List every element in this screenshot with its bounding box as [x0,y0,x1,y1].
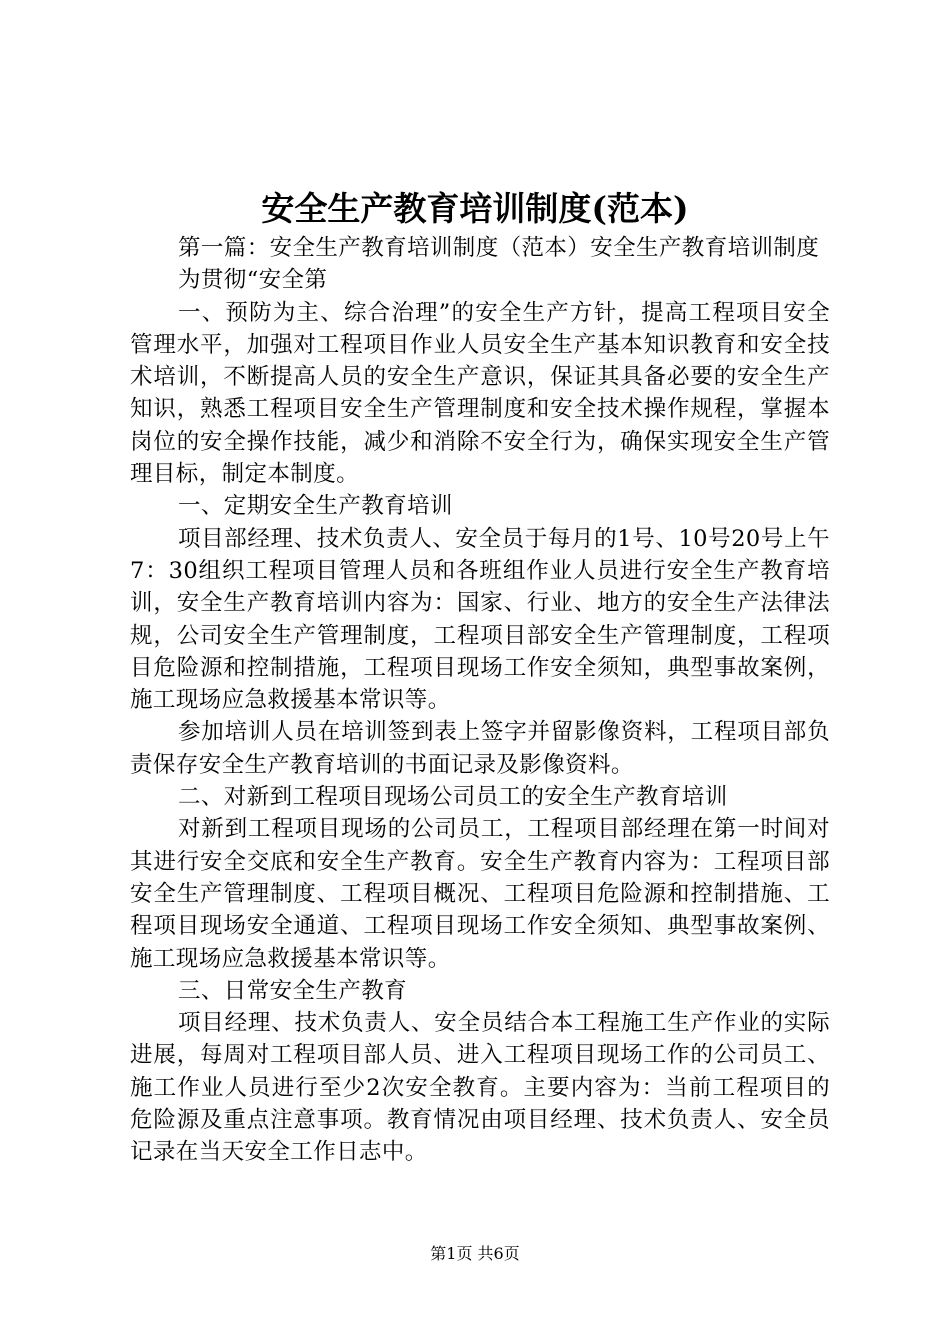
paragraph-regular-training: 项目部经理、技术负责人、安全员于每月的1号、10号20号上午7：30组织工程项目管理人员和各班组作业人员进行安全生产教育培训，安全生产教育培训内容为：国家、行业、地方的安全生产法律法规，公司安全生产管理制度，工程项目部安全生产管理制度，工程项目危险源和控制措施，工程项目现场工作安全须知，典型事故案例，施工现场应急救援基本常识等。 [130,525,830,714]
paragraph-daily-education: 项目经理、技术负责人、安全员结合本工程施工生产作业的实际进展，每周对工程项目部人员、进入工程项目现场工作的公司员工、施工作业人员进行至少2次安全教育。主要内容为：当前工程项目的危险源及重点注意事项。教育情况由项目经理、技术负责人、安全员记录在当天安全工作日志中。 [130,1010,830,1166]
section-heading-daily-education: 三、日常安全生产教育 [178,977,408,1004]
paragraph-purpose-start: 为贯彻“安全第 [178,267,328,294]
document-body [130,232,830,1169]
section-heading-new-staff-training: 二、对新到工程项目现场公司员工的安全生产教育培训 [178,784,728,811]
paragraph-purpose: 一、预防为主、综合治理”的安全生产方针，提高工程项目安全管理水平，加强对工程项目作业人员安全生产基本知识教育和安全技术培训，不断提高人员的安全生产意识，保证其具备必要的安全生产知识，熟悉工程项目安全生产管理制度和安全技术操作规程，掌握本岗位的安全操作技能，减少和消除不安全行为，确保实现安全生产管理目标，制定本制度。 [130,299,830,488]
paragraph-intro: 第一篇：安全生产教育培训制度（范本）安全生产教育培训制度 [178,235,820,261]
page-number-footer: 第1页 共6页 [430,1244,520,1263]
document-title: 安全生产教育培训制度(范本) [261,189,689,228]
section-heading-regular-training: 一、定期安全生产教育培训 [178,493,453,520]
paragraph-training-records: 参加培训人员在培训签到表上签字并留影像资料，工程项目部负责保存安全生产教育培训的书面记录及影像资料。 [130,719,830,778]
paragraph-new-staff-training: 对新到工程项目现场的公司员工，工程项目部经理在第一时间对其进行安全交底和安全生产教育。安全生产教育内容为：工程项目部安全生产管理制度、工程项目概况、工程项目危险源和控制措施、工程项目现场安全通道、工程项目现场工作安全须知、典型事故案例、施工现场应急救援基本常识等。 [130,816,830,972]
